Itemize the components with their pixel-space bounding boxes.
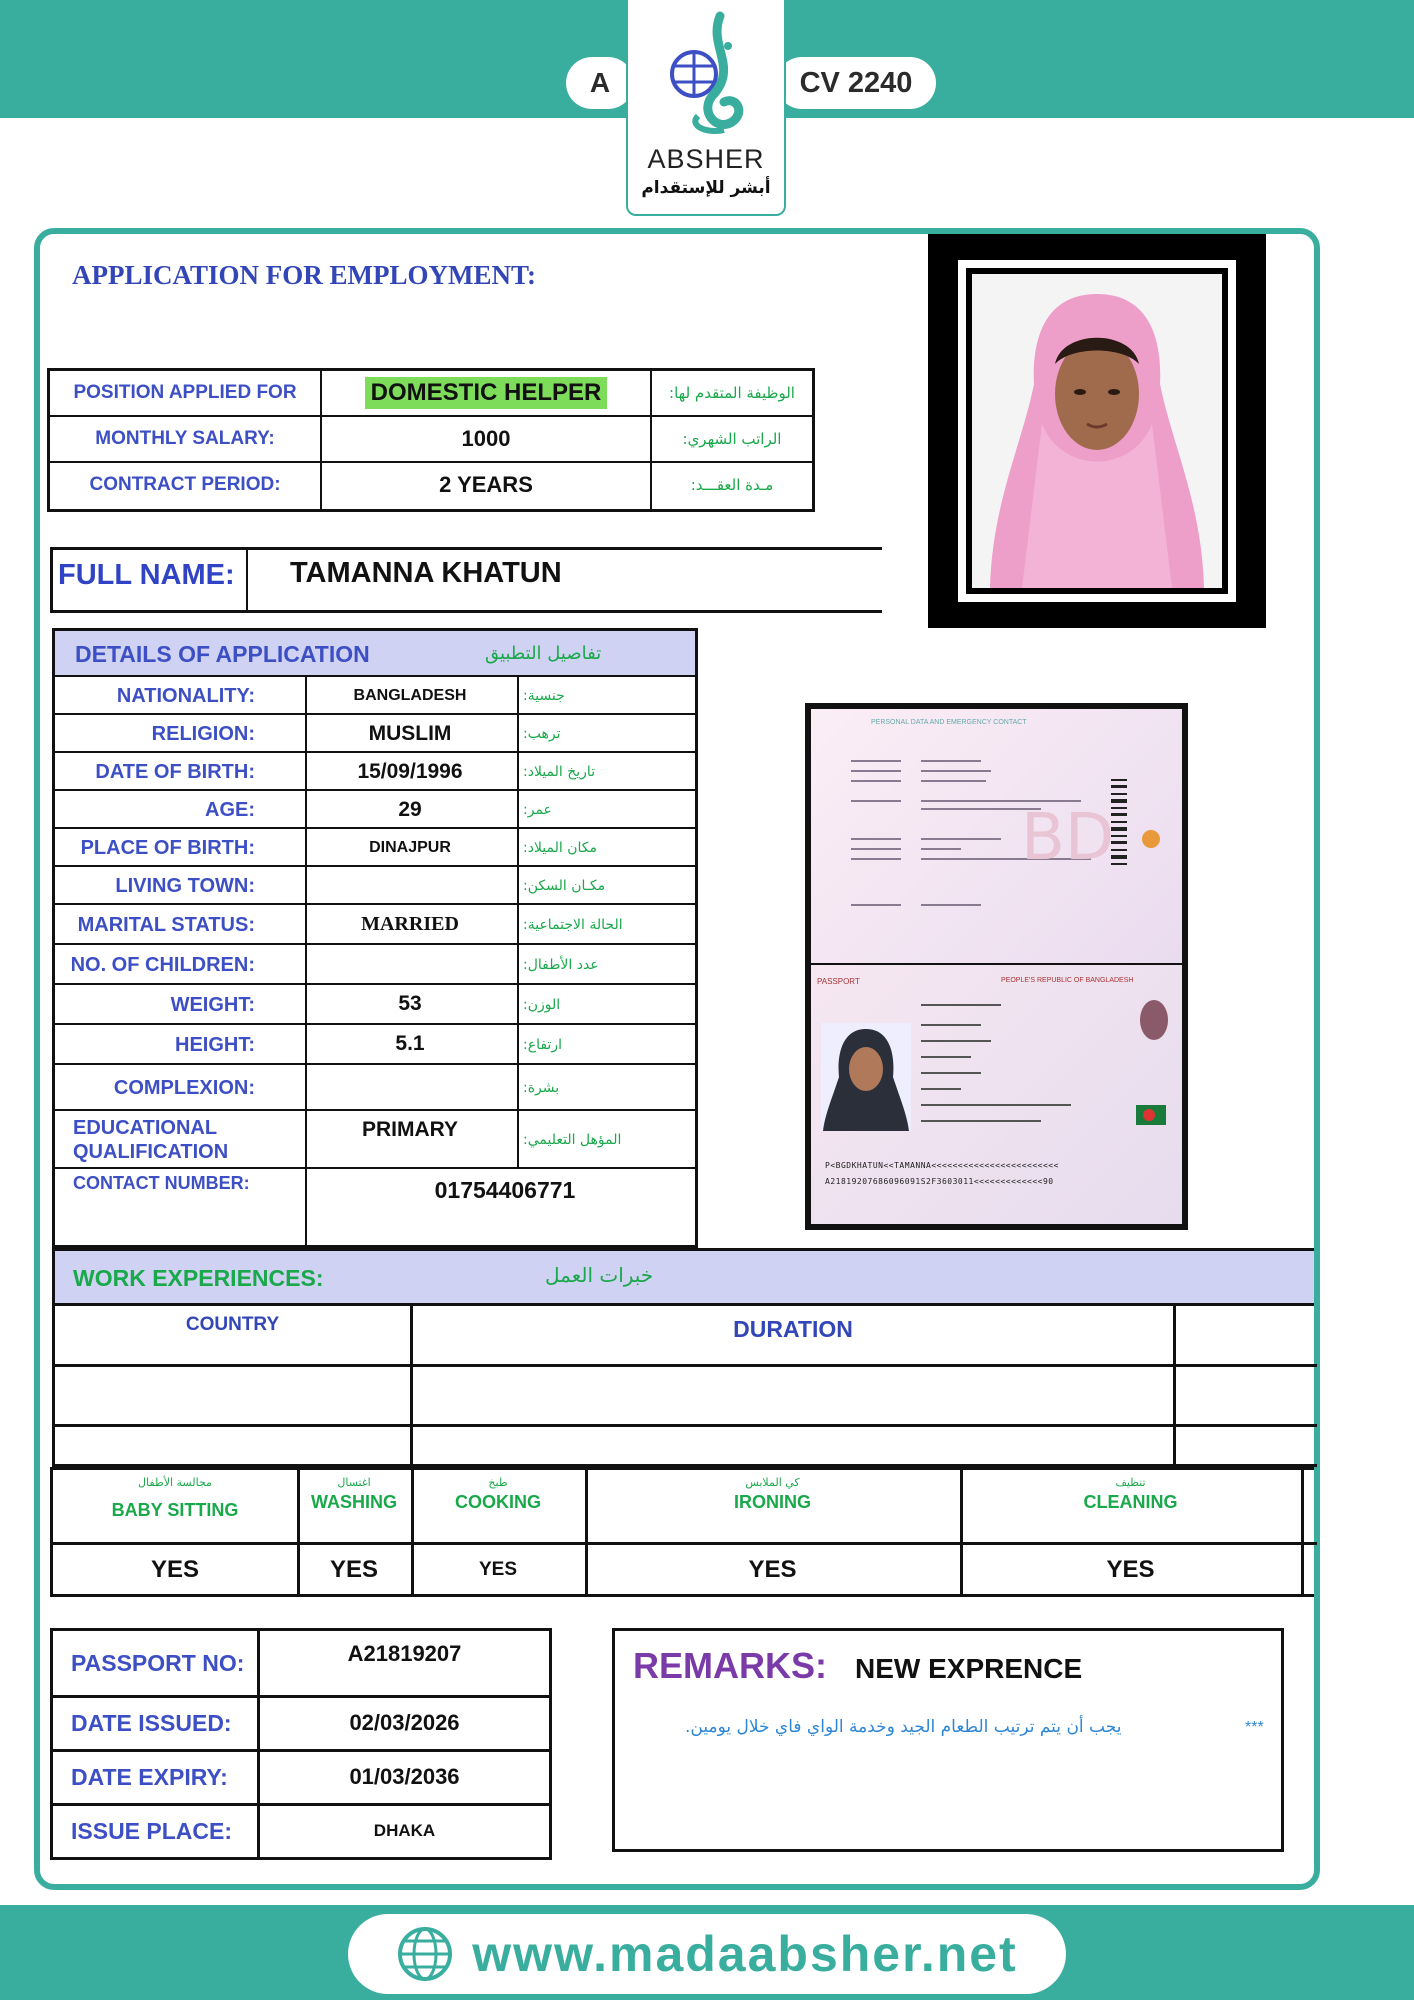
applicant-photo (972, 274, 1222, 588)
detail-value: DINAJPUR (369, 839, 451, 856)
position-label-ar: الوظيفة المتقدم لها: (669, 384, 795, 402)
position-label: CONTRACT PERIOD: (89, 474, 281, 495)
code-right-pill (776, 57, 936, 109)
detail-label-ar: مكـان السكن: (523, 878, 606, 894)
passport-scan-title-left: PASSPORT (817, 977, 860, 986)
skill-value: YES (748, 1556, 797, 1583)
remarks-value: NEW EXPRENCE (855, 1653, 1083, 1684)
detail-label: COMPLEXION: (113, 1076, 255, 1099)
detail-label-ar: عمر: (523, 802, 552, 818)
cv-number: CV 2240 (799, 66, 913, 99)
skill-label: CLEANING (1083, 1492, 1178, 1512)
skill-divider (1301, 1470, 1304, 1594)
detail-label-ar: عدد الأطفال: (523, 957, 599, 973)
details-heading: DETAILS OF APPLICATION (75, 641, 370, 667)
passport-data-lines (811, 709, 1182, 963)
logo-mark-icon (628, 6, 784, 146)
website-link[interactable] (348, 1914, 1066, 1994)
skill-value: YES (1106, 1556, 1155, 1583)
page-title: APPLICATION FOR EMPLOYMENT: (72, 260, 536, 290)
remarks-label: REMARKS: (633, 1645, 827, 1686)
skill-label-ar: اغتسال (337, 1476, 371, 1489)
detail-label: HEIGHT: (175, 1033, 255, 1056)
full-name-row (50, 547, 882, 615)
passport-scan-title-right: PEOPLE'S REPUBLIC OF BANGLADESH (1001, 977, 1134, 984)
detail-value: 53 (398, 992, 422, 1015)
detail-value: 01754406771 (434, 1177, 576, 1203)
detail-label-ar: بشرة: (523, 1080, 560, 1096)
details-heading-ar: تفاصيل التطبيق (485, 643, 602, 664)
position-value (322, 417, 650, 461)
position-table (47, 368, 815, 512)
skill-value: YES (478, 1559, 518, 1580)
logo-text-en: ABSHER (647, 144, 765, 174)
detail-label: DATE OF BIRTH: (95, 760, 255, 783)
col-divider (305, 675, 307, 1245)
skill-label-ar: مجالسة الأطفال (138, 1476, 212, 1489)
website-url[interactable]: www.madaabsher.net (472, 1926, 1018, 1982)
passport-label: ISSUE PLACE: (71, 1817, 233, 1844)
position-label: POSITION APPLIED FOR (73, 382, 297, 403)
logo-text-ar: أبشر للإستقدام (641, 178, 771, 198)
remarks-box (612, 1628, 1284, 1852)
skill-value: YES (150, 1556, 200, 1583)
work-heading: WORK EXPERIENCES: (73, 1265, 324, 1291)
col-divider (517, 675, 519, 1167)
skill-label-ar: طبخ (488, 1476, 508, 1489)
skill-label: COOKING (454, 1492, 541, 1512)
passport-label: PASSPORT NO: (71, 1649, 245, 1676)
position-value-text: DOMESTIC HELPER (365, 377, 608, 409)
detail-value: 29 (398, 798, 422, 821)
position-value (322, 463, 650, 507)
position-value-text: 2 YEARS (439, 472, 533, 497)
detail-label-ar: تاريخ الميلاد: (523, 764, 596, 780)
detail-label: AGE: (205, 798, 255, 821)
full-name-value: TAMANNA KHATUN (290, 557, 562, 589)
detail-label: WEIGHT: (170, 993, 255, 1016)
work-col-duration: DURATION (733, 1316, 853, 1342)
detail-value: PRIMARY (361, 1118, 459, 1141)
passport-photo-page (811, 965, 1182, 1224)
detail-label: RELIGION: (151, 722, 255, 745)
work-header (52, 1248, 1314, 1306)
photo-frame (928, 234, 1266, 628)
detail-label: NATIONALITY: (116, 684, 255, 707)
detail-label-ar: الحالة الاجتماعية: (523, 917, 623, 933)
details-table (52, 628, 698, 1248)
detail-value (305, 1065, 515, 1103)
detail-label: CONTACT NUMBER: (73, 1173, 250, 1193)
position-value (322, 371, 650, 415)
passport-value: 02/03/2026 (349, 1710, 460, 1735)
detail-label-ar: مكان الميلاد: (523, 840, 598, 856)
skill-label: IRONING (733, 1492, 811, 1512)
code-left-pill (566, 57, 634, 109)
skill-label-ar: كي الملابس (745, 1476, 800, 1489)
skill-label-ar: تنظيف (1115, 1476, 1146, 1489)
passport-value: A21819207 (347, 1641, 462, 1666)
detail-value: BANGLADESH (353, 687, 467, 704)
passport-data-page (811, 709, 1182, 963)
passport-value: DHAKA (373, 1821, 436, 1840)
work-col-country: COUNTRY (185, 1314, 280, 1335)
passport-table (50, 1628, 552, 1860)
detail-label: PLACE OF BIRTH: (80, 836, 255, 859)
passport-value: 01/03/2036 (349, 1764, 460, 1789)
detail-label-ar: المؤهل التعليمي: (523, 1132, 622, 1148)
detail-value: MARRIED (361, 912, 459, 935)
passport-scan-header: PERSONAL DATA AND EMERGENCY CONTACT (871, 719, 1027, 726)
detail-value: 5.1 (395, 1032, 425, 1055)
detail-value: 15/09/1996 (357, 760, 463, 783)
code-left: A (589, 67, 611, 98)
detail-label: LIVING TOWN: (115, 874, 255, 897)
detail-label-ar: ارتفاع: (523, 1037, 562, 1053)
skill-value: YES (329, 1556, 379, 1583)
skill-label: WASHING (310, 1492, 397, 1512)
detail-label-ar: ترهب: (523, 726, 561, 742)
remarks-stars: *** (1245, 1719, 1264, 1736)
detail-label-ar: الوزن: (523, 997, 561, 1013)
svg-text:BD: BD (1021, 801, 1115, 875)
work-table (52, 1306, 1314, 1467)
position-label-ar: الراتب الشهري: (682, 430, 782, 448)
full-name-label: FULL NAME: (58, 559, 235, 591)
passport-label: DATE ISSUED: (71, 1709, 232, 1736)
detail-label: MARITAL STATUS: (77, 913, 255, 936)
details-header (55, 631, 695, 675)
absher-logo (626, 0, 786, 216)
position-label: MONTHLY SALARY: (95, 428, 275, 449)
detail-label-ar: جنسية: (523, 688, 565, 704)
detail-label: EDUCATIONAL QUALIFICATION (73, 1117, 229, 1163)
passport-label: DATE EXPIRY: (71, 1763, 228, 1790)
skills-table (50, 1467, 1314, 1597)
detail-value: MUSLIM (368, 722, 452, 745)
detail-value (305, 945, 515, 983)
position-label-ar: مـدة العقـــد: (690, 476, 774, 494)
passport-mrz-line2: A21819207686096091S2F3603011<<<<<<<<<<<<<90 (825, 1177, 1054, 1186)
globe-icon (396, 1925, 454, 1983)
passport-mrz-line1: P<BGDKHATUN<<TAMANNA<<<<<<<<<<<<<<<<<<<<<<<< (825, 1161, 1059, 1170)
passport-scan (805, 703, 1188, 1230)
remarks-note: يجب أن يتم ترتيب الطعام الجيد وخدمة الواي فاي خلال يومين. (685, 1717, 1122, 1737)
work-heading-ar: خبرات العمل (545, 1263, 654, 1287)
skill-label: BABY SITTING (111, 1500, 239, 1520)
detail-value (305, 867, 515, 905)
position-value-text: 1000 (461, 426, 511, 451)
row-divider (55, 1167, 695, 1169)
detail-label: NO. OF CHILDREN: (70, 953, 255, 976)
